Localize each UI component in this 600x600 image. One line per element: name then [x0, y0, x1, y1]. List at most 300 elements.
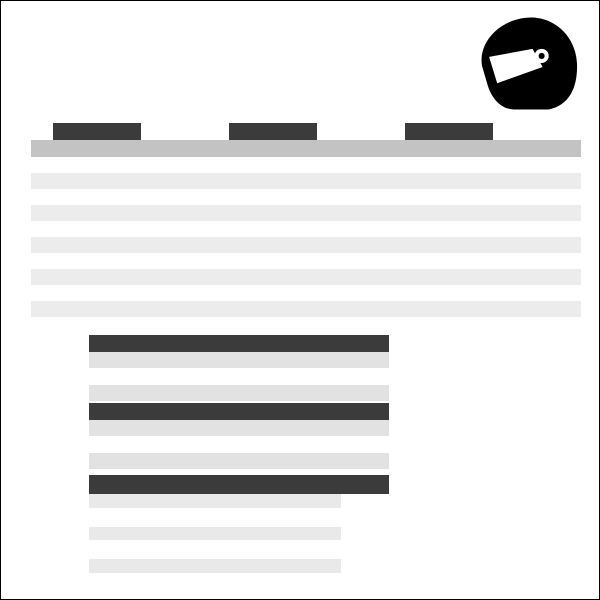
gloves_table-row-eu-size [37, 420, 389, 437]
measure-cell [405, 189, 449, 205]
measure-cell [361, 285, 405, 301]
measure-row-D [31, 205, 581, 221]
measure-cell [273, 253, 317, 269]
diameter-unit-label [89, 508, 131, 527]
sizes-unit-spacer [89, 559, 131, 573]
measure-cell [273, 205, 317, 221]
helmet-size-header [271, 527, 306, 541]
measure-cell [53, 173, 97, 189]
sizes-spacer [37, 494, 89, 508]
sizes-end-spacer [341, 559, 389, 573]
value-cell [369, 352, 389, 369]
helmet-value-cell [271, 540, 306, 559]
helmet-header-row [37, 475, 389, 494]
measure-cell [97, 221, 141, 237]
measure-cell [537, 301, 581, 317]
measure-cell [229, 173, 273, 189]
sizes-spacer [37, 527, 89, 541]
measure-cell [141, 285, 185, 301]
value-cell [349, 385, 369, 402]
measure-cell [97, 189, 141, 205]
diameter-unit-label [89, 540, 131, 559]
measure-cell [361, 221, 405, 237]
measure-cell [361, 253, 405, 269]
measure-row-label [31, 189, 53, 205]
helmet-standard-row-cmr [37, 540, 389, 559]
helmet-value-cell [271, 573, 306, 592]
size-col-header [53, 140, 97, 157]
value-cell [169, 352, 189, 369]
helmet-value-cell [166, 540, 201, 559]
helmet-value-cell [236, 540, 271, 559]
measure-cell [361, 205, 405, 221]
measure-cell [449, 237, 493, 253]
main-size-table [31, 123, 581, 317]
row-label [37, 453, 89, 470]
size-col-header [493, 140, 537, 157]
measure-cell [97, 157, 141, 173]
row-label [37, 368, 89, 385]
value-cell [239, 436, 289, 453]
measure-cell [185, 285, 229, 301]
helmet-size-table [37, 475, 389, 592]
value-cell [269, 368, 289, 385]
value-cell [189, 453, 239, 470]
value-cell [139, 420, 189, 437]
gloves_table-row-cm [37, 453, 389, 470]
measure-cell [317, 221, 361, 237]
value-cell [139, 436, 189, 453]
measure-cell [185, 173, 229, 189]
shoes_table-row-eu-size [37, 352, 389, 369]
size-group-XXL [405, 123, 493, 140]
value-cell [249, 352, 269, 369]
measure-cell [185, 301, 229, 317]
value-cell [129, 385, 149, 402]
helmet-sizes-row [37, 527, 389, 541]
value-cell [309, 385, 329, 402]
shoes_table-row-cm [37, 385, 389, 402]
gloves_table-header-row [37, 403, 389, 420]
value-cell [149, 385, 169, 402]
size-group-M [141, 123, 229, 140]
sizes-row-spacer [31, 140, 53, 157]
measure-cell [273, 221, 317, 237]
value-cell [209, 385, 229, 402]
size-col-header [537, 140, 581, 157]
measure-row-B [31, 173, 581, 189]
racing-helmet-icon [478, 12, 579, 116]
measure-cell [449, 285, 493, 301]
helmet-value-cell [306, 573, 341, 592]
size-col-header [361, 140, 405, 157]
racing-helmet-icon-svg [478, 12, 579, 116]
value-cell [229, 385, 249, 402]
size-col-header [449, 140, 493, 157]
measure-cell [53, 285, 97, 301]
measure-cell [537, 205, 581, 221]
value-cell [249, 368, 269, 385]
measure-cell [537, 189, 581, 205]
measure-cell [53, 253, 97, 269]
measure-cell [361, 301, 405, 317]
value-cell [239, 420, 289, 437]
measure-cell [449, 205, 493, 221]
helmet-size-header [131, 494, 166, 508]
measure-row-G [31, 253, 581, 269]
helmet-value-cell [131, 540, 166, 559]
sizes-end-spacer [341, 494, 389, 508]
helmet-value-cell [306, 508, 341, 527]
size-group-row [31, 123, 581, 140]
measure-cell [229, 285, 273, 301]
measure-row-label [31, 237, 53, 253]
value-cell [289, 420, 339, 437]
measure-cell [537, 221, 581, 237]
value-cell [109, 352, 129, 369]
measure-row-label [31, 253, 53, 269]
size-col-header [185, 140, 229, 157]
helmet-value-cell [201, 508, 236, 527]
helmet-standard-row-fia [37, 508, 389, 527]
measure-cell [53, 301, 97, 317]
value-cell [339, 453, 389, 470]
measure-row-label [31, 285, 53, 301]
measure-cell [317, 189, 361, 205]
value-cell [109, 385, 129, 402]
measure-cell [537, 157, 581, 173]
size-col-header [229, 140, 273, 157]
value-cell [339, 436, 389, 453]
measure-cell [449, 157, 493, 173]
value-cell [89, 436, 139, 453]
measure-cell [97, 205, 141, 221]
measure-cell [53, 221, 97, 237]
measure-cell [405, 221, 449, 237]
measure-cell [97, 285, 141, 301]
size-group-XL [317, 123, 405, 140]
measure-cell [493, 237, 537, 253]
value-cell [189, 352, 209, 369]
measure-cell [229, 157, 273, 173]
measure-cell [229, 189, 273, 205]
standard-label [37, 540, 89, 559]
measure-cell [405, 237, 449, 253]
helmet-size-header [131, 527, 166, 541]
measure-cell [97, 269, 141, 285]
measure-cell [141, 189, 185, 205]
measure-cell [449, 221, 493, 237]
size-group-S [53, 123, 141, 140]
measure-cell [53, 189, 97, 205]
measure-row-A [31, 157, 581, 173]
value-cell [229, 352, 249, 369]
helmet-size-header [306, 494, 341, 508]
value-cell [89, 368, 109, 385]
value-cell [329, 385, 349, 402]
size-group-blank [31, 123, 53, 140]
helmet-size-header [236, 494, 271, 508]
header-spacer [37, 335, 89, 352]
helmet-size-header [166, 527, 201, 541]
measure-cell [493, 189, 537, 205]
measure-row-I [31, 285, 581, 301]
value-cell [239, 453, 289, 470]
measure-cell [141, 237, 185, 253]
measure-cell [405, 157, 449, 173]
measure-row-label [31, 205, 53, 221]
measure-cell [97, 173, 141, 189]
measure-cell [405, 285, 449, 301]
measure-cell [141, 205, 185, 221]
measure-cell [229, 221, 273, 237]
value-cell [229, 368, 249, 385]
value-cell [89, 352, 109, 369]
measure-cell [185, 221, 229, 237]
measure-row-label [31, 157, 53, 173]
value-cell [189, 436, 239, 453]
measure-cell [537, 285, 581, 301]
helmet-title [89, 475, 389, 494]
measure-cell [97, 301, 141, 317]
value-cell [349, 368, 369, 385]
value-cell [129, 368, 149, 385]
diameter-unit-label [89, 573, 131, 592]
measure-cell [273, 237, 317, 253]
helmet-value-cell [236, 573, 271, 592]
measure-cell [185, 253, 229, 269]
measure-cell [185, 237, 229, 253]
measure-cell [317, 285, 361, 301]
measure-cell [185, 189, 229, 205]
measure-cell [273, 157, 317, 173]
sizes-unit-spacer [89, 527, 131, 541]
size-group-blank [493, 123, 537, 140]
measure-cell [361, 189, 405, 205]
size-col-header [141, 140, 185, 157]
measure-row-label [31, 301, 53, 317]
helmet-value-cell [166, 573, 201, 592]
helmet-sizes-row [37, 494, 389, 508]
measure-cell [537, 173, 581, 189]
value-cell [369, 368, 389, 385]
measure-cell [405, 253, 449, 269]
measure-cell [405, 269, 449, 285]
measure-cell [53, 269, 97, 285]
measure-cell [141, 301, 185, 317]
measure-cell [53, 237, 97, 253]
size-col-header [97, 140, 141, 157]
measure-cell [405, 205, 449, 221]
gloves_table-row-us-size [37, 436, 389, 453]
value-cell [289, 368, 309, 385]
measure-cell [141, 253, 185, 269]
measure-row-E [31, 221, 581, 237]
size-col-header [273, 140, 317, 157]
size-col-header [317, 140, 361, 157]
measure-cell [229, 269, 273, 285]
helmet-value-cell [131, 508, 166, 527]
shoes_table-row-us-size [37, 368, 389, 385]
measure-cell [361, 173, 405, 189]
helmet-size-header [236, 527, 271, 541]
measure-cell [97, 237, 141, 253]
measure-cell [141, 157, 185, 173]
measure-cell [97, 253, 141, 269]
measure-cell [141, 269, 185, 285]
header-spacer [37, 403, 89, 420]
sizes-spacer [37, 559, 89, 573]
shoes_table-header-row [37, 335, 389, 352]
gloves_table-title [89, 403, 389, 420]
measure-row-label [31, 269, 53, 285]
measure-cell [317, 157, 361, 173]
measure-cell [537, 253, 581, 269]
value-cell [289, 385, 309, 402]
measure-cell [537, 269, 581, 285]
measure-cell [185, 157, 229, 173]
measure-cell [449, 301, 493, 317]
measure-cell [361, 269, 405, 285]
size-col-header [405, 140, 449, 157]
helmet-value-cell [236, 508, 271, 527]
measure-cell [273, 301, 317, 317]
helmet-size-header [306, 527, 341, 541]
helmet-value-cell [306, 540, 341, 559]
measure-cell [53, 157, 97, 173]
value-cell [139, 453, 189, 470]
measure-cell [317, 237, 361, 253]
helmet-value-cell [271, 508, 306, 527]
measure-cell [229, 253, 273, 269]
value-cell [329, 352, 349, 369]
measure-cell [449, 253, 493, 269]
helmet-size-header [271, 494, 306, 508]
value-cell [369, 385, 389, 402]
size-group-L [229, 123, 317, 140]
value-cell [89, 453, 139, 470]
row-label [37, 436, 89, 453]
measure-cell [449, 269, 493, 285]
helmet-size-header [166, 559, 201, 573]
measure-cell [317, 269, 361, 285]
measure-cell [273, 189, 317, 205]
value-cell [89, 385, 109, 402]
value-cell [109, 368, 129, 385]
value-cell [269, 352, 289, 369]
value-cell [309, 352, 329, 369]
measure-cell [53, 205, 97, 221]
measure-cell [361, 157, 405, 173]
value-cell [309, 368, 329, 385]
measure-cell [405, 301, 449, 317]
sizes-unit-spacer [89, 494, 131, 508]
measure-cell [493, 285, 537, 301]
value-cell [249, 385, 269, 402]
value-cell [269, 385, 289, 402]
measure-cell [449, 189, 493, 205]
standard-label [37, 508, 89, 527]
measure-cell [493, 205, 537, 221]
numeric-sizes-row [31, 140, 581, 157]
value-cell [169, 368, 189, 385]
row-end-spacer [341, 508, 389, 527]
measure-cell [493, 269, 537, 285]
value-cell [129, 352, 149, 369]
sizes-end-spacer [341, 527, 389, 541]
helmet-size-header [131, 559, 166, 573]
value-cell [289, 352, 309, 369]
value-cell [189, 385, 209, 402]
value-cell [149, 368, 169, 385]
shoes-size-table [37, 335, 389, 401]
helmet-size-header [201, 494, 236, 508]
helmet-value-cell [166, 508, 201, 527]
measure-row-C [31, 189, 581, 205]
measure-cell [229, 237, 273, 253]
measure-row-F [31, 237, 581, 253]
value-cell [349, 352, 369, 369]
measure-cell [273, 285, 317, 301]
measure-row-J [31, 301, 581, 317]
shoes_table-title [89, 335, 389, 352]
measure-cell [273, 269, 317, 285]
measure-row-H [31, 269, 581, 285]
measure-cell [185, 205, 229, 221]
measure-cell [361, 237, 405, 253]
value-cell [209, 352, 229, 369]
helmet-standard-row-ece [37, 573, 389, 592]
measure-cell [405, 173, 449, 189]
row-end-spacer [341, 573, 389, 592]
value-cell [189, 368, 209, 385]
value-cell [169, 385, 189, 402]
measure-cell [317, 173, 361, 189]
measure-cell [493, 157, 537, 173]
measure-cell [493, 301, 537, 317]
helmet-size-header [306, 559, 341, 573]
measure-cell [141, 173, 185, 189]
helmet-size-header [201, 527, 236, 541]
helmet-value-cell [131, 573, 166, 592]
measure-cell [317, 253, 361, 269]
header-spacer [37, 475, 89, 494]
value-cell [149, 352, 169, 369]
measure-cell [449, 173, 493, 189]
helmet-size-header [166, 494, 201, 508]
measure-cell [229, 301, 273, 317]
helmet-size-header [271, 559, 306, 573]
helmet-value-cell [201, 573, 236, 592]
helmet-size-header [201, 559, 236, 573]
measure-cell [317, 301, 361, 317]
row-label [37, 385, 89, 402]
measure-cell [493, 221, 537, 237]
measure-cell [273, 173, 317, 189]
measure-cell [493, 253, 537, 269]
gloves-size-table [37, 403, 389, 469]
row-end-spacer [341, 540, 389, 559]
measure-cell [537, 237, 581, 253]
measure-cell [185, 269, 229, 285]
measure-cell [493, 173, 537, 189]
standard-label [37, 573, 89, 592]
value-cell [329, 368, 349, 385]
measure-cell [229, 205, 273, 221]
value-cell [89, 420, 139, 437]
measure-row-label [31, 173, 53, 189]
measure-cell [317, 205, 361, 221]
